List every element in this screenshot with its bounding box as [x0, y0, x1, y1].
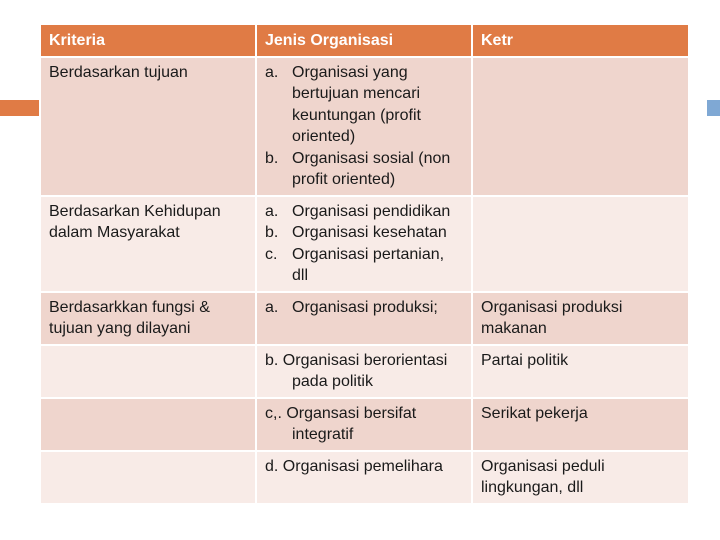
- note-cell: Organisasi peduli lingkungan, dll: [472, 451, 689, 504]
- type-list: [265, 297, 463, 319]
- note-cell: Serikat pekerja: [472, 398, 689, 451]
- table-row: [40, 196, 689, 292]
- list-item-text: Organisasi pendidikan: [292, 202, 451, 220]
- note-cell: Partai politik: [472, 345, 689, 398]
- list-marker: a.: [265, 298, 279, 316]
- criteria-cell: [40, 451, 256, 504]
- type-cell: [256, 451, 472, 504]
- type-list: [265, 62, 463, 191]
- header-ketr: Ketr: [472, 24, 689, 57]
- list-marker: c.: [265, 245, 278, 263]
- header-kriteria: Kriteria: [40, 24, 256, 57]
- criteria-cell: [40, 345, 256, 398]
- type-cell: [256, 57, 472, 196]
- note-cell: [472, 57, 689, 196]
- table-row: [40, 57, 689, 196]
- table-row: [40, 451, 689, 504]
- list-item-text: Organisasi sosial (non profit oriented): [292, 149, 451, 188]
- criteria-cell: Berdasarkan Kehidupan dalam Masyarakat: [40, 196, 256, 292]
- type-cell: [256, 345, 472, 398]
- type-cell: [256, 196, 472, 292]
- table-header-row: [40, 24, 689, 57]
- list-item-text: Organisasi produksi;: [292, 298, 438, 316]
- list-item: [265, 201, 463, 223]
- criteria-cell: Berdasarkkan fungsi & tujuan yang dilayani: [40, 292, 256, 345]
- note-cell: Organisasi produksi makanan: [472, 292, 689, 345]
- list-item-text: Organisasi kesehatan: [292, 224, 447, 241]
- list-item: [265, 148, 463, 191]
- note-cell: [472, 196, 689, 292]
- list-marker: b.: [265, 224, 279, 241]
- type-list: [265, 201, 463, 287]
- type-cell: [256, 292, 472, 345]
- table-row: [40, 345, 689, 398]
- list-item-text: d. Organisasi pemelihara: [265, 457, 443, 475]
- criteria-cell: Berdasarkan tujuan: [40, 57, 256, 196]
- list-item-text: Organisasi yang bertujuan mencari keuntungan (profit oriented): [292, 63, 421, 145]
- left-accent-bar: [0, 100, 40, 116]
- list-item: [265, 244, 463, 287]
- table-row: [40, 292, 689, 345]
- list-marker: a.: [265, 63, 279, 81]
- table-row: [40, 398, 689, 451]
- organization-types-table: [39, 23, 690, 505]
- criteria-cell: [40, 398, 256, 451]
- list-item: [265, 297, 463, 319]
- list-item: [265, 62, 463, 148]
- list-item-text: Organisasi pertanian, dll: [292, 245, 445, 284]
- list-item-text: c,. Organsasi bersifat integratif: [265, 404, 417, 443]
- list-marker: b.: [265, 149, 279, 167]
- list-item: [265, 222, 463, 244]
- right-accent-bar: [707, 100, 720, 116]
- header-jenis-organisasi: Jenis Organisasi: [256, 24, 472, 57]
- list-item-text: b. Organisasi berorientasi pada politik: [265, 351, 448, 390]
- list-marker: a.: [265, 202, 279, 220]
- type-cell: [256, 398, 472, 451]
